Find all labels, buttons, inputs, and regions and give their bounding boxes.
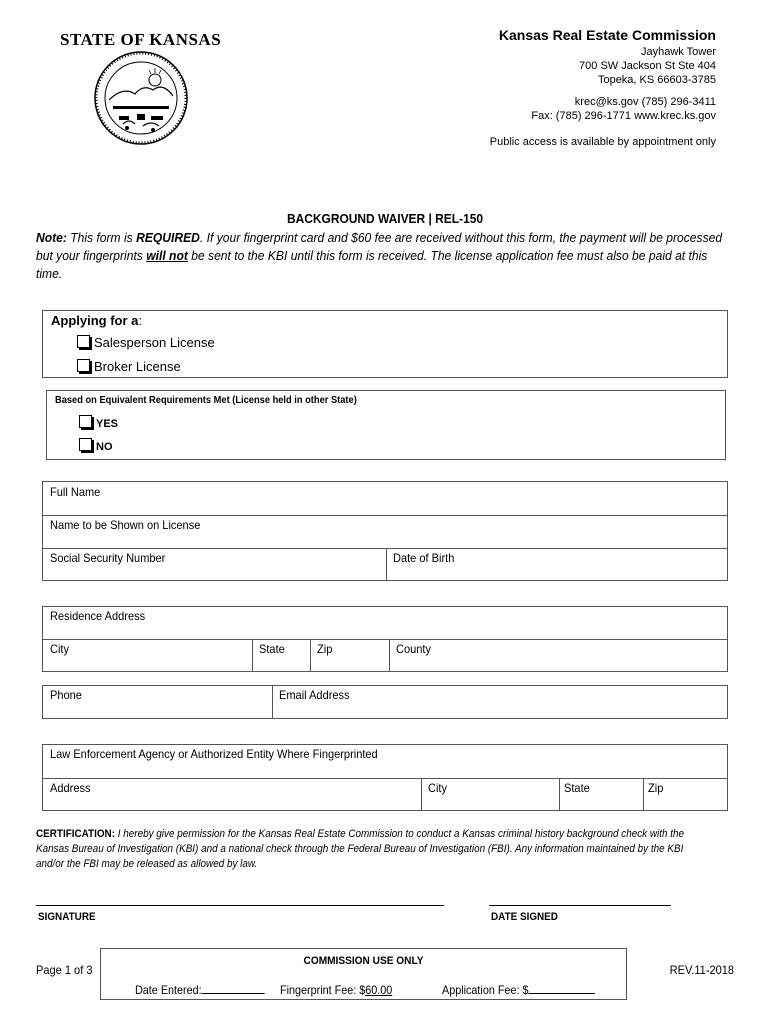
salesperson-label: Salesperson License — [94, 335, 215, 350]
residence-city-field[interactable]: City — [50, 642, 70, 656]
broker-option[interactable] — [77, 359, 181, 374]
contact-table — [42, 685, 728, 719]
applying-for-heading — [51, 313, 142, 328]
signature-label: SIGNATURE — [38, 911, 96, 923]
residence-state-field[interactable]: State — [259, 642, 285, 656]
no-option[interactable] — [79, 438, 113, 453]
revision-number: REV.11-2018 — [669, 963, 734, 977]
full-name-field[interactable]: Full Name — [50, 485, 101, 499]
no-label: NO — [96, 441, 113, 453]
date-entered-label: Date Entered: — [135, 983, 202, 997]
broker-label: Broker License — [94, 359, 181, 374]
address-line-3: Topeka, KS 66603-3785 — [597, 74, 716, 86]
dob-field[interactable]: Date of Birth — [393, 551, 455, 565]
application-fee-blank[interactable] — [528, 993, 595, 994]
commission-use-title: COMMISSION USE ONLY — [303, 955, 424, 967]
date-signed-line[interactable] — [489, 905, 671, 906]
phone-field[interactable]: Phone — [50, 688, 82, 702]
certification-body: I hereby give permission for the Kansas Real Estate Commission to conduct a Kansas criminal history background check with the Kansas Bureau of Investigation (KBI) and a national check through the Federal Bureau of Investigation (FBI). Any information maintained by the KBI and/or the FBI may be released as allowed by law. — [36, 828, 684, 870]
page-number: Page 1 of 3 — [36, 963, 93, 977]
note-text-1: This form is — [66, 230, 137, 245]
form-title: BACKGROUND WAIVER | REL-150 — [286, 211, 484, 226]
yes-label: YES — [96, 418, 119, 430]
yes-checkbox[interactable] — [79, 415, 92, 428]
access-note: Public access is available by appointment only — [489, 136, 716, 148]
fingerprint-fee-amount: 60.00 — [365, 983, 393, 997]
broker-checkbox[interactable] — [77, 359, 90, 372]
fingerprint-agency-field[interactable]: Law Enforcement Agency or Authorized Entity Where Fingerprinted — [50, 747, 378, 761]
personal-info-table — [42, 481, 728, 581]
fingerprint-fee — [280, 983, 392, 997]
agency-name: Kansas Real Estate Commission — [498, 27, 716, 43]
certification-label: CERTIFICATION: — [36, 828, 116, 840]
agency-address-field[interactable]: Address — [50, 781, 91, 795]
kansas-state-seal-icon — [93, 50, 189, 146]
application-fee — [442, 983, 595, 997]
commission-use-box — [100, 948, 627, 1000]
note-lead: Note: — [36, 230, 67, 245]
applying-for-colon: : — [138, 313, 143, 328]
date-entered — [135, 983, 265, 997]
fingerprint-fee-label: Fingerprint Fee: $ — [280, 983, 366, 997]
form-note — [36, 229, 734, 283]
fingerprint-agency-table — [42, 744, 728, 811]
signature-line[interactable] — [36, 905, 444, 906]
residence-zip-field[interactable]: Zip — [317, 642, 333, 656]
agency-city-field[interactable]: City — [428, 781, 448, 795]
residence-address-field[interactable]: Residence Address — [50, 609, 146, 623]
applying-for-label: Applying for a — [51, 313, 139, 328]
application-fee-label: Application Fee: $ — [442, 983, 529, 997]
note-will-not: will not — [146, 248, 188, 263]
note-text-3: be sent to the KBI until this form is received. The license application fee must also be paid at this time. — [36, 248, 708, 281]
license-name-field[interactable]: Name to be Shown on License — [50, 518, 201, 532]
address-line-1: Jayhawk Tower — [641, 46, 716, 58]
agency-zip-field[interactable]: Zip — [648, 781, 664, 795]
residence-table — [42, 606, 728, 672]
date-signed-label: DATE SIGNED — [491, 911, 558, 923]
agency-state-field[interactable]: State — [564, 781, 590, 795]
equivalent-requirements-section — [46, 390, 726, 460]
note-required: REQUIRED — [136, 230, 200, 245]
no-checkbox[interactable] — [79, 438, 92, 451]
address-line-2: 700 SW Jackson St Ste 404 — [579, 60, 716, 72]
email-field[interactable]: Email Address — [279, 688, 350, 702]
salesperson-checkbox[interactable] — [77, 335, 90, 348]
salesperson-option[interactable] — [77, 335, 215, 350]
yes-option[interactable] — [79, 415, 118, 430]
applying-for-section — [42, 310, 728, 378]
contact-line-1: krec@ks.gov (785) 296-3411 — [574, 96, 716, 108]
residence-county-field[interactable]: County — [396, 642, 431, 656]
ssn-field[interactable]: Social Security Number — [50, 551, 166, 565]
certification-text — [36, 827, 709, 872]
note-text-2: . If your fingerprint card and $60 fee are received without this form, the payment will be processed but your fingerprints — [36, 230, 723, 263]
agency-contact-block — [490, 28, 716, 149]
date-entered-blank[interactable] — [202, 993, 265, 994]
contact-line-2: Fax: (785) 296-1771 www.krec.ks.gov — [531, 110, 716, 122]
equivalent-requirements-label: Based on Equivalent Requirements Met (License held in other State) — [55, 395, 357, 406]
state-title: STATE OF KANSAS — [60, 30, 222, 49]
